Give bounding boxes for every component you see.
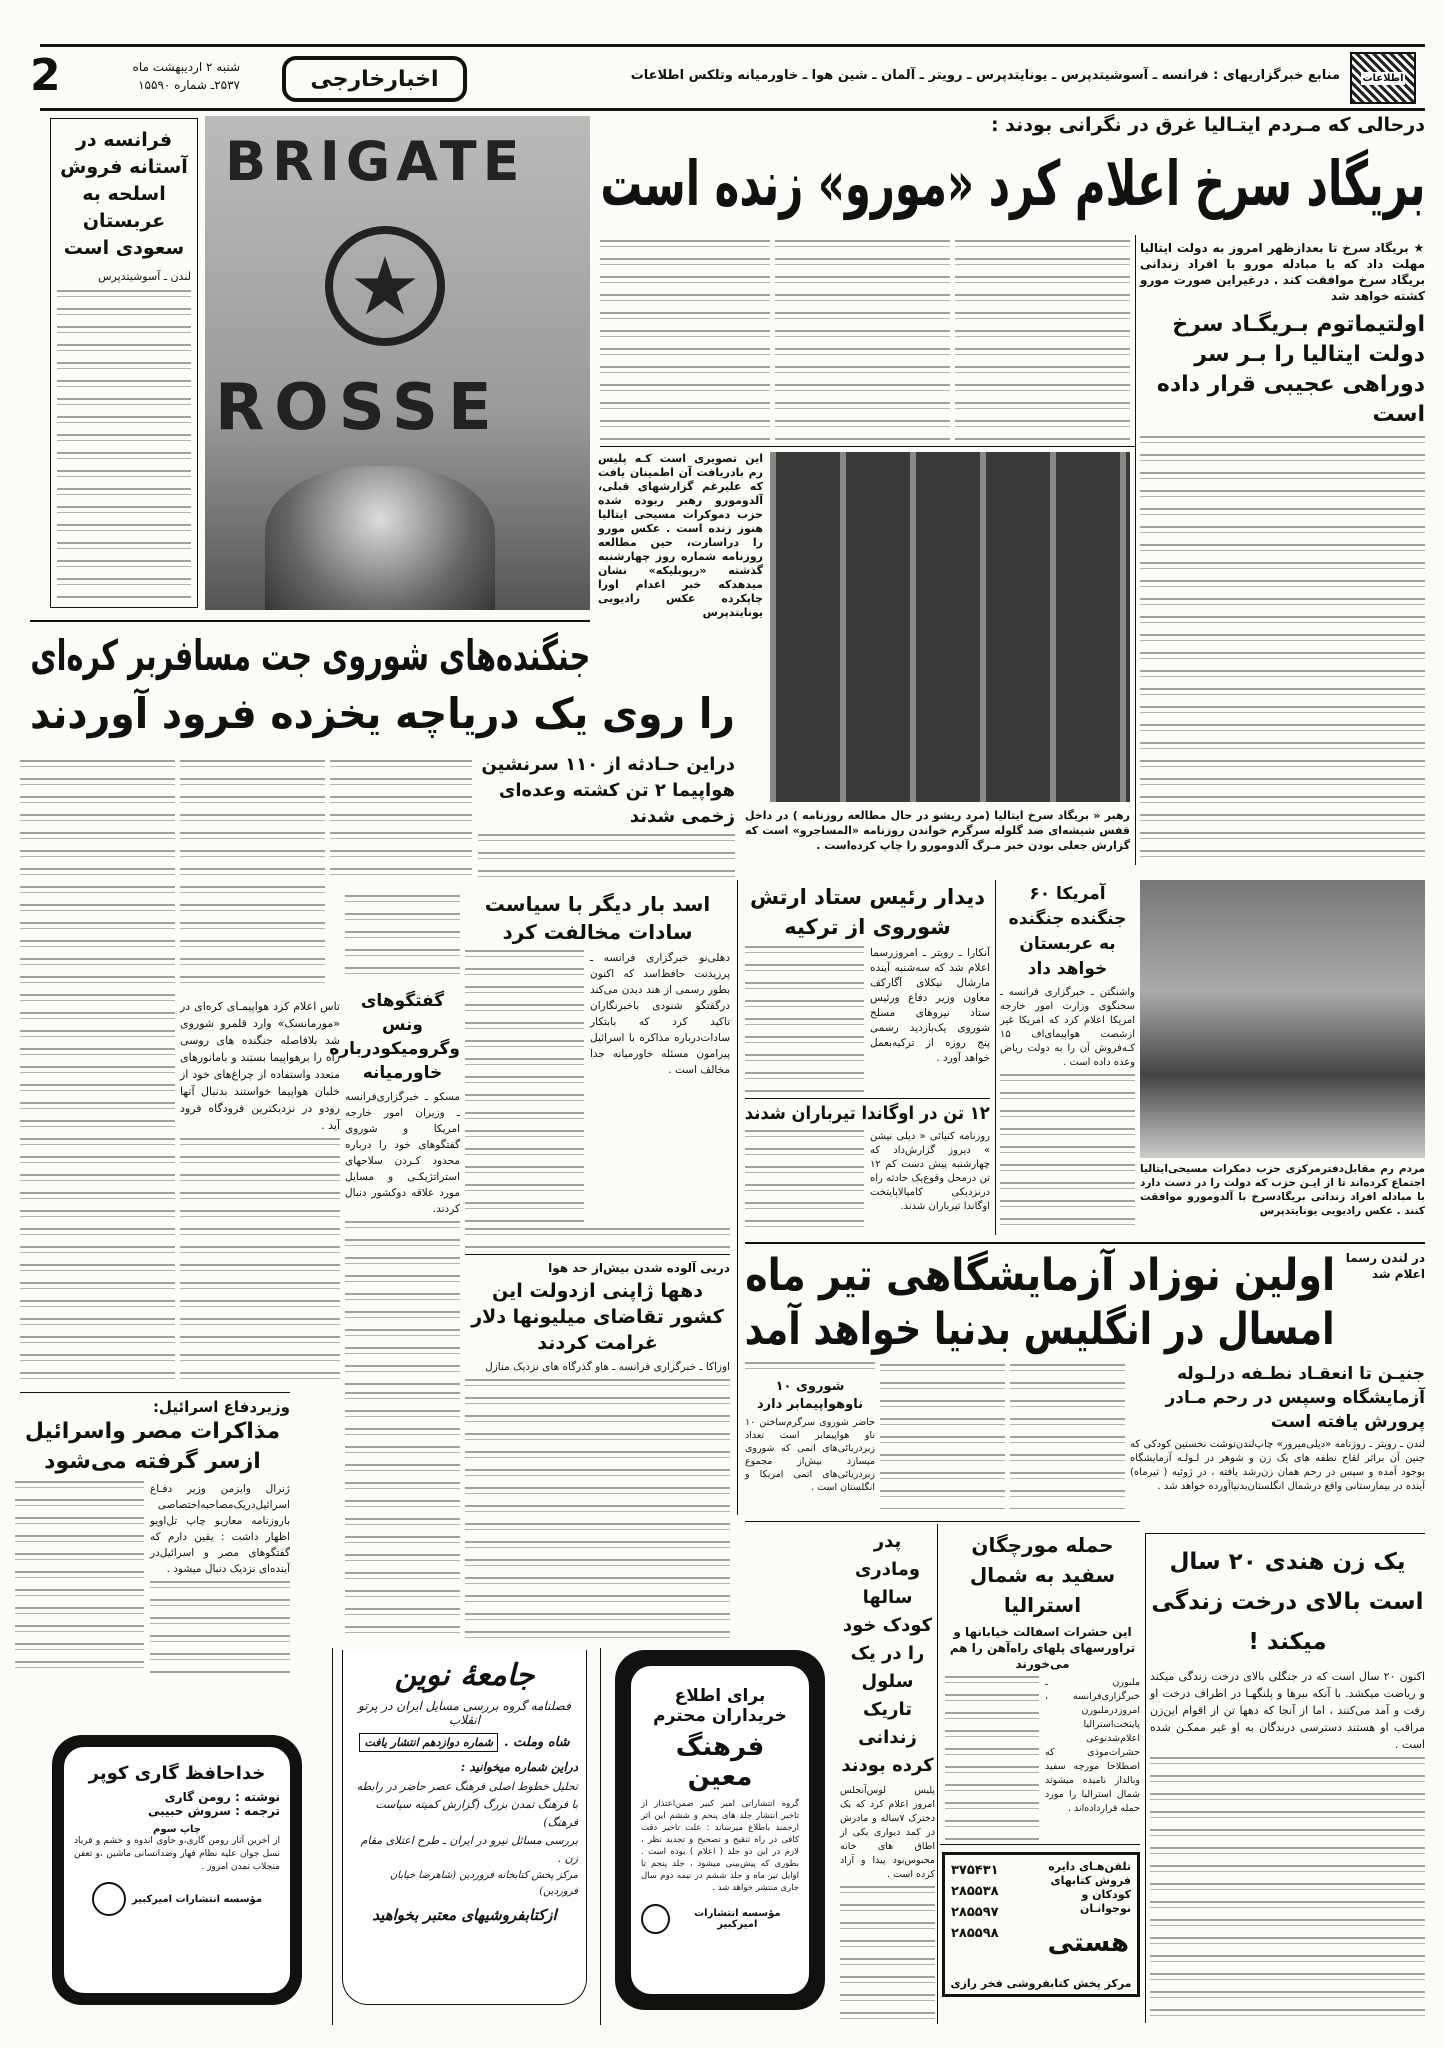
- ivf-headline-1: اولین نوزاد آزمایشگاهی تیر ماه: [745, 1250, 1335, 1301]
- hasti-heading: تلفن‌هـای دایره فروش کتابهای کودکان و نوجوانـان: [1048, 1860, 1131, 1915]
- assad-headline: اسد بار دیگر با سیاست سادات مخالفت کرد: [484, 892, 711, 944]
- jamee-item: تحلیل خطوط اصلی فرهنگ عصر حاضر در رابطه با فرهنگ تمدن بزرگ (گزارش کمیته سیاست فرهنگ): [356, 1780, 578, 1829]
- hasti-phones: [951, 1860, 999, 1944]
- moein-line2: خریداران محترم: [653, 1706, 787, 1726]
- ivf-col4: [745, 1362, 875, 1376]
- soviet-jet-col5: [180, 1138, 340, 1382]
- soviet-jet-headline-1-box: [30, 630, 590, 682]
- japan-cols-left: [345, 1392, 460, 1642]
- cooper-title: خداحافظ گاری کوپر: [88, 1763, 266, 1784]
- soviet-jet-headline-2: را روی یک دریاچه یخزده فرود آوردند: [30, 689, 735, 738]
- star-icon: ★: [325, 226, 445, 346]
- lead-body-right: [1140, 436, 1425, 865]
- moein-title: فرهنگ معین: [675, 1732, 765, 1792]
- soviet-jet-col4: [20, 760, 175, 1380]
- lead-headline: بریگاد سرخ اعلام کرد «مورو» زنده است: [600, 147, 1425, 220]
- uganda-body: روزنامه کنیائی « دیلی نیشن » دیروز گزارش‌داد که چهارشنبه پیش دست کم ۱۲ تن درمحل وقوع‌یک حادثه راه درنزدیکی کامپالاپایتخت اوگاندا تیرباران شدند.: [870, 1131, 990, 1212]
- lead-subhead: اولتیماتوم بـریگـاد سرخ دولت ایتالیا را بـر سر دوراهی عجیبی قرار داده است: [1156, 312, 1425, 427]
- hasti-brand: هستی: [1047, 1928, 1129, 1958]
- cooper-edition: چاپ سوم: [153, 1824, 201, 1835]
- rule: [940, 1844, 1140, 1845]
- rule: [600, 446, 1135, 447]
- amirkabir-chariot-logo-icon: [92, 1882, 126, 1916]
- soviet-jet-col1: [478, 834, 735, 882]
- parents-column: [840, 1528, 935, 2023]
- cooper-publisher-row: [74, 1882, 280, 1916]
- soviet-jet-body-column: [180, 998, 340, 1382]
- lead-bullet: [1140, 240, 1425, 304]
- ants-column: [945, 1530, 1140, 1840]
- france-arms-body: [57, 290, 191, 599]
- lead-body-col1: [955, 240, 1130, 440]
- ants-columns: [945, 1676, 1140, 1840]
- banner-text-rosse: ROSSE: [215, 371, 502, 445]
- indian-woman-more: [1150, 1757, 1425, 2022]
- soviet-jet-col3: [180, 760, 325, 990]
- assad-col1-more: [465, 1228, 730, 1248]
- section-title-box: [282, 56, 467, 102]
- turkey-headline: دیدار رئیس ستاد ارتش شوروی از ترکیه: [750, 885, 985, 939]
- vance-body: مسکو ـ خبرگزاری‌فرانسه ـ وزیران امور خارجه امریکا و شوروی گفتگوهای خود را درباره محدود کـردن سلاحهای استراتژیکـی و مسایل مورد علاقه دوکشور دنبال کردند.: [345, 1091, 460, 1215]
- rule: [745, 1098, 990, 1099]
- page-number: 2: [30, 50, 61, 101]
- amirkabir-chariot-logo-icon: [641, 1904, 670, 1934]
- red-brigade-leader-photo: [770, 452, 1130, 802]
- soviet-jet-subhead-column: [478, 752, 735, 882]
- column-rule: [600, 1648, 601, 2025]
- cooper-publisher: مؤسسه انتشارات امیرکبیر: [131, 1893, 263, 1905]
- jamee-line2: شاه وملت .: [503, 1735, 570, 1750]
- israel-kicker: وزیردفاع اسرائیل:: [152, 1398, 290, 1416]
- cooper-author: نوشته : رومن گاری: [164, 1790, 280, 1804]
- gary-cooper-book-ad: [52, 1735, 302, 2005]
- column-rule: [1145, 1533, 1146, 2023]
- vance-headline: گفتگوهای ونس وگرومیکودرباره خاورمیانه: [329, 991, 460, 1083]
- news-sources-box: [520, 68, 1340, 83]
- ivf-col2: [1010, 1364, 1125, 1509]
- lead-kicker: درحالی که مـردم ایتـالیا غرق در نگرانی بودند :: [990, 114, 1425, 136]
- cooper-translator: ترجمه : سروش حبیبی: [147, 1804, 280, 1818]
- jamee-item: بررسی مسائل نیرو در ایران ـ طرح اعتلای مقام زن .: [360, 1834, 578, 1865]
- uganda-col2: [745, 1130, 864, 1235]
- cooper-blurb: از آخرین آثار رومن گاری،و حاوی اندوه و خشم و فریاد نسل جوان علیه نظام قهار وضدانسانی ماشین ،و تعفن منجلاب تمدن امروز .: [74, 1836, 280, 1872]
- ants-col2: [945, 1676, 1039, 1840]
- us-jets-body: واشنگتن ـ خبرگزاری فرانسه ـ سخنگوی وزارت امور خارجه امریکا اعلام کرد که امریکا غیر ازشصت هواپیمای‌اف ۱۵ کـه‌فروش آن را به دولت ریاض وعده داده است .: [1000, 987, 1135, 1068]
- jamee-issue-row: [351, 1733, 578, 1752]
- jamee-novin-ad: [342, 1650, 587, 2005]
- jamee-title: جامعهٔ نوین: [394, 1658, 535, 1693]
- israel-col1-more: [150, 1581, 290, 1675]
- lead-body-col2: [775, 240, 950, 440]
- israel-right-col: [150, 1481, 290, 1675]
- uganda-headline: ۱۲ تن در اوگاندا تیرباران شدند: [745, 1103, 990, 1124]
- column-rule: [1135, 235, 1136, 865]
- news-sources: منابع خبرگزاریهای : فرانسه ـ آسوشیتدپرس ـ یونایتدپرس ـ رویتر ـ آلمان ـ شین هوا ـ خاورمیانه وتلکس اطلاعات: [630, 68, 1340, 83]
- france-arms-headline: فرانسه در آستانه فروش اسلحه به عربستان سعودی است: [60, 129, 188, 259]
- ivf-kicker: در لندن رسما اعلام شد: [1345, 1251, 1425, 1281]
- israel-column: [15, 1397, 290, 1675]
- ivf-body: لندن ـ رویتر ـ روزنامه «دیلی‌میرور» چاپ‌لندن‌نوشت نخستین کودکی که جنین آن براثر لقاح نطفه های یک زن و شوهر در لـولـه آزمایشگاه بوجود آمده و سپس در رحم همان زن‌رشد یافته ، در ژوئیه ( تیرماه) آینده در بیمارستانی واقع درشمال انگلستان‌بدنیاآورده خواهد شد .: [1130, 1439, 1425, 1492]
- ants-headline: حمله مورچگان سفید به شمال استرالیا: [969, 1533, 1116, 1617]
- japan-body: اوزاکا ـ خبرگزاری فرانسه ـ هاو گذرگاه های نزدیک منازل: [485, 1361, 730, 1373]
- indian-woman-headline: یک زن هندی ۲۰ سال است بالای درخت زندگی میکند !: [1151, 1549, 1424, 1655]
- moro-portrait: [265, 466, 495, 610]
- ivf-headline-1-box: [745, 1250, 1335, 1302]
- moein-body: گروه انتشاراتی امیر کبیر ضمن‌اعتذار از تاخیر انتشار جلد های پنجم و ششم این اثر ارجمند باطلاع میرساند : علت تاخیر دقت کافی در راه تنقیح و تصحیح و تجدید نظر ، لازم در این دو جلد ( اعلام ) بوده است . بطوری که پیش‌بینی میشود ، جلد پنجم تا اوایل تیر ماه و جلد ششم در نیمه دوم سال جاری منتشر خواهد شد .: [641, 1799, 799, 1893]
- jamee-line1: فصلنامه گروه بررسی مسایل ایران در پرتو انقلاب: [358, 1699, 571, 1727]
- soviet-jet-headline-2-box: [30, 688, 735, 740]
- turkey-col2: [745, 946, 864, 1094]
- farhang-moein-ad: [615, 1650, 825, 2010]
- banner-text-brigate: BRIGATE: [225, 130, 526, 193]
- turkey-columns: [745, 946, 990, 1094]
- japan-cols: [465, 1379, 730, 1645]
- soviet-jet-body: تاس اعلام کرد هواپیمـای کره‌ای در «مورمانسک» وارد قلمرو شوروی شد بلافاصله جنگنده های روسی راه را برهواپیما بستند و بامانور‌های متعدد واستفاده از چراغ‌های خود از خلبان هواپیما خواستند بدنبال آنها رودو در نزدیکترین فرودگاه فرود آید .: [180, 1000, 340, 1132]
- france-arms-box: [50, 118, 198, 608]
- leader-photo-caption: رهبر « بریگاد سرخ ایتالیا (مرد ریشو در حال مطالعه روزنامه ) در داخل قفس شیشه‌ای ضد گلوله سرگرم خواندن روزنامه «المساجرو» است که گزارش جعلی بودن خبر مـرگ آلدومورو را چاپ کرده‌است .: [745, 809, 1130, 852]
- uganda-headline-box: [745, 1102, 990, 1126]
- rule: [745, 1521, 1140, 1522]
- assad-col2: [465, 950, 584, 1224]
- japan-kicker: دربی آلوده شدن بیش‌از حد هوا: [548, 1261, 730, 1275]
- lead-headline-box: [600, 146, 1425, 222]
- issue-number: ۲۵۳۷ـ شماره ۱۵۵۹۰: [138, 78, 240, 92]
- carriers-column: [745, 1362, 875, 1517]
- lead-body-col3: [600, 240, 770, 440]
- lead-bullet-text: بریگاد سرخ تا بعدازظهر امروز به دولت ایتالیا مهلت داد که با مبادله مورو با افراد زندانی بریگاد سرخ موافقت کند . درغیراین صورت مورو کشته خواهد شد: [1140, 241, 1425, 303]
- jamee-intro: دراین شماره میخوانید :: [460, 1760, 578, 1774]
- rule: [1145, 1533, 1425, 1534]
- israel-headline: مذاکرات مصر واسرائیل ازسر گرفته می‌شود: [24, 1419, 281, 1474]
- phone-number: ۲۸۵۵۳۸: [951, 1884, 999, 1899]
- uganda-columns: [745, 1130, 990, 1235]
- us-jets-column: [1000, 882, 1135, 1235]
- phone-number: ۲۸۵۵۹۸: [951, 1926, 999, 1941]
- indian-woman-column: [1150, 1542, 1425, 2022]
- soviet-jet-subhead: دراین حـادثه از ۱۱۰ سرنشین هواپیما ۲ تن کشته وعده‌ای زخمی شدند: [481, 754, 735, 827]
- section-title: اخبارخارجی: [310, 66, 439, 92]
- ivf-headline-2: امسال در انگلیس بدنیا خواهد آمد: [745, 1304, 1335, 1355]
- rule: [20, 1392, 290, 1393]
- us-jets-more: [1000, 1074, 1135, 1235]
- hasti-footer: مرکز پخش کتابفروشی فخر رازی: [950, 1977, 1132, 1990]
- assad-column: [465, 890, 730, 1248]
- carriers-headline: شوروی ۱۰ ناوهواپیمابر دارد: [756, 1379, 864, 1412]
- parents-body: پلیس لوس‌آنجلس امروز اعلام کرد که یک دخترک ۷ساله و مادرش در کمد دیواری یکی از اطاق های خانه محبوس‌بود پیدا و آزاد کرده است .: [840, 1785, 935, 1880]
- us-jets-headline: آمریکا ۶۰ جنگنده جنگنده به عربستان خواهد داد: [1008, 884, 1127, 979]
- carriers-body: حاضر شوروی سرگرم‌ساختن ۱۰ ناو هواپیمابر است تعداد زیردریائی‌های اتمی که شوروی میسازد بیش‌از مجموع زیردریائی‌های اتمی امریکا و انگلستان است .: [745, 1417, 875, 1493]
- rule: [745, 1242, 1425, 1244]
- israel-columns: [15, 1481, 290, 1675]
- jamee-issue-box: شماره دوازدهم انتشار یافت: [359, 1733, 497, 1752]
- column-rule: [737, 880, 738, 1515]
- moro-photo-caption: این تصویری است کـه پلیس رم بادریافت آن اطمینان یافت که علیرغم گزارشهای قبلی، آلدومورو رهبر ربوده شده حزب دموکرات مسیحی ایتالیا هنوز زنده است . عکس مورو را دراسارت، حین مطالعه روزنامه شماره روز چهارشنبه گذشته «رپوبلیکه» نشان میدهدکه خبر اعدام اورا چاپکرده عکس رادیویی یونایتدپرس: [598, 452, 763, 619]
- vance-column: [329, 895, 460, 1385]
- ants-body: ملبورن ـ خبرگزاری‌فرانسه ، امروزدرملبورن پایتخت‌استرالیا اعلام‌شدنوعی حشرات‌موذی که اصطلاحا مورچه سفید وبالدار نامیده میشوند شمال استرالیا را مورد حمله قرارداده‌اند .: [1045, 1677, 1140, 1814]
- ants-subhead: این حشرات اسفالت خیابانها و تراورسهای پلهای راه‌آهن را هم می‌خورند: [949, 1625, 1136, 1671]
- rome-crowd-photo: [1140, 880, 1425, 1158]
- moein-publisher: مؤسسه انتشارات امیرکبیر: [641, 1904, 799, 1934]
- assad-columns: [465, 950, 730, 1224]
- vance-lead-text: [345, 895, 460, 985]
- indian-woman-body: اکنون ۲۰ سال است که در جنگلی بالای درخت زندگی میکند و ریاضت میکشد. با آنکه ببرها و پلنگهـا در اطراف درخت او رفت و آمد می‌کنند ، اما از آنجا که دهها تن از اقوام این‌زن مراقب او هستند دسترسی درندگان به او غیر ممکـن شده است .: [1150, 1670, 1426, 1751]
- israel-body: ژنرال وایزمن وزیر دفـاع اسرائیل‌دریک‌مصاحبه‌اختصاصی باروزنامه معاریو چاپ تل‌اویو اظهار داشت : یقین دارم که گفتگوهای مصر و اسرائیل‌در آینده‌ای نزدیک دنبال میشود .: [150, 1483, 290, 1575]
- israel-col2: [15, 1481, 144, 1675]
- phone-number: ۳۷۵۴۳۱: [951, 1863, 999, 1878]
- jamee-footer: ازکتابفروشیهای معتبر بخواهید: [372, 1906, 557, 1924]
- masthead-rule: [40, 108, 1425, 111]
- ivf-headline-2-box: [745, 1304, 1335, 1356]
- japan-headline: دهها ژاپنی ازدولت این کشور تقاضای میلیونها دلار غرامت کردند: [471, 1280, 724, 1354]
- lead-kicker-box: [800, 114, 1425, 136]
- jamee-item: مرکز پخش کتابخانه فروردین (شاهرضا خیابان فروردین): [389, 1870, 578, 1897]
- rule: [465, 1254, 730, 1255]
- ivf-subhead: جنیـن تا انعقـاد نطـفه درلـوله آزمایشگاه وسپس در رحم مـادر پرورش یافته است: [1165, 1364, 1425, 1432]
- soviet-jet-headline-1: جنگنده‌های شوروی جت مسافربر کره‌ای: [30, 631, 590, 680]
- column-rule: [995, 880, 996, 1235]
- column-rule: [937, 1524, 938, 2024]
- column-rule: [332, 1648, 333, 2025]
- vance-body-more: [345, 1221, 460, 1385]
- masthead-logo: اطلاعات: [1350, 52, 1416, 104]
- ivf-right-column: [1130, 1362, 1425, 1528]
- rome-crowd-caption: مردم رم مقابل‌دفترمرکزی حزب دمکرات مسیحی‌ایتالیا اجتماع کرده‌اند تا از ایـن حزب که دولت را در دست دارد با مبادله افراد زندانی بریگادسرخ با آلدومورو موافقت کنند . عکس رادیویی یونایتدپرس: [1140, 1163, 1425, 1217]
- soviet-jet-col2: [330, 760, 472, 885]
- ivf-col3: [880, 1364, 1005, 1509]
- turkey-body: آنکارا ـ رویتر ـ امروزرسما اعلام شد که سه‌شنبه آینده مارشال نیکلای آگارکف معاون وزیر دفاع ورئیس ستاد نیروهای مسلح شوروی یک‌بازدید رسمی پنج روزه از ترکیه‌بعمل خواهد آورد .: [870, 947, 990, 1064]
- issue-date: [90, 58, 240, 94]
- phone-number: ۲۸۵۵۹۷: [951, 1905, 999, 1920]
- hasti-ad: [942, 1852, 1140, 1997]
- parents-more: [840, 1886, 935, 2023]
- assad-body: دهلی‌نو خبرگزاری فرانسه ـ پرزیدنت حافظ‌اسد که اکنون بطور رسمی از هند دیدن می‌کند درگفتگو شنودی باخبرنگاران تاکید کرد که بابتکار سادات‌درباره مذاکره با اسرائیل پیرامون مسئله خاورمیانه جدا مخالف است .: [590, 952, 730, 1076]
- japan-column: [465, 1260, 730, 1645]
- parents-headline: پدر ومادری سالها کودک خود را در یک سلول تاریک زندانی کرده بودند: [841, 1531, 934, 1776]
- rule: [30, 620, 590, 622]
- top-rule: [40, 44, 1425, 47]
- star-bullet-icon: ★: [1408, 241, 1425, 255]
- date-line: شنبه ۲ اردیبهشت ماه: [132, 60, 240, 74]
- turkey-column: [745, 882, 990, 1094]
- moein-line1: برای اطلاع: [674, 1686, 766, 1706]
- lead-right-column: [1140, 240, 1425, 865]
- france-arms-lead: لندن ـ آسوشیتدپرس: [98, 270, 191, 283]
